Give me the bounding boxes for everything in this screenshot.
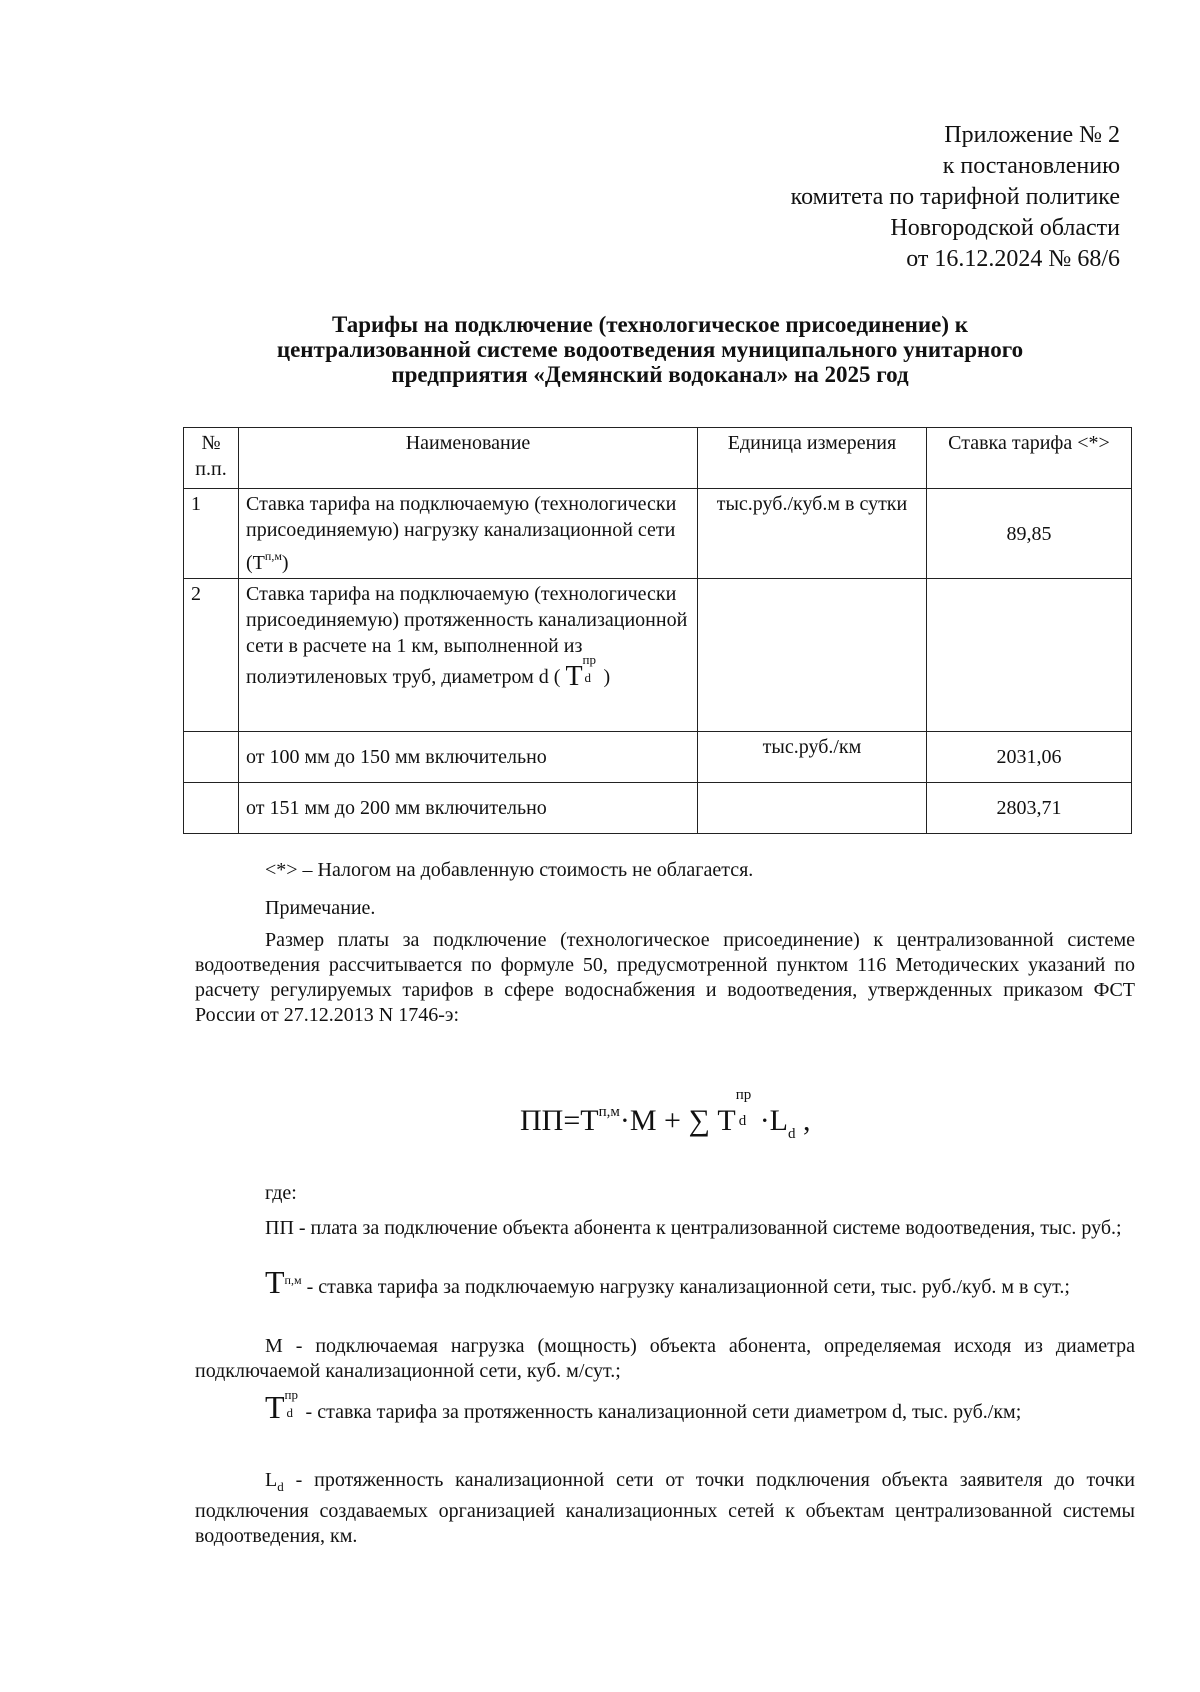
appendix-line-1: Приложение № 2 <box>944 122 1120 148</box>
row1-name-text: Ставка тарифа на подключаемую (технологически присоединяемую) нагрузку канализационной сети (Т <box>246 493 677 574</box>
title-line-3: предприятия «Демянский водоканал» на 2025 год <box>391 362 909 387</box>
formula-t2-sup: пр <box>735 1087 752 1103</box>
header-rate: Ставка тарифа <*> <box>927 428 1132 489</box>
definition-ld <box>195 1468 1135 1549</box>
definition-m-text: М - подключаемая нагрузка (мощность) объекта абонента, определяемая исходя из диаметра подключаемой канализационной сети, куб. м/сут.; <box>195 1335 1135 1382</box>
definition-ld-sub: d <box>277 1479 284 1494</box>
header-num: № п.п. <box>184 428 239 489</box>
formula-l-sub: d <box>788 1126 796 1142</box>
definition-pp-text: ПП - плата за подключение объекта абонента к централизованной системе водоотведения, тыс. руб.; <box>265 1217 1122 1239</box>
formula-t1: Т <box>580 1104 599 1137</box>
table-row <box>184 489 1132 579</box>
vat-footnote: <*> – Налогом на добавленную стоимость не облагается. <box>265 859 754 881</box>
definition-tpr-symbol: Т <box>265 1389 285 1425</box>
note-paragraph <box>195 928 1135 1028</box>
formula-lhs: ПП <box>520 1104 564 1137</box>
row2-rate <box>927 579 1132 732</box>
note-text: Размер платы за подключение (технологическое присоединение) к централизованной системе водоотведения рассчитывается по формуле 50, предусмотренной пунктом 116 Методических указаний по расчету регулируемых тарифов в сфере водоснабжения и водоотведения, утвержденных приказом ФСТ России от 27.12.2013 N 1746-э: <box>195 929 1135 1026</box>
row4-num <box>184 783 239 834</box>
row4-name: от 151 мм до 200 мм включительно <box>239 783 698 834</box>
definition-ld-text: - протяженность канализационной сети от точки подключения объекта заявителя до точки подключения создаваемых организацией канализационных сетей к объектам централизованной системы водоотведения, км. <box>195 1469 1135 1547</box>
table-row <box>184 732 1132 783</box>
definition-tpr-text: - ставка тарифа за протяженность канализационной сети диаметром d, тыс. руб./км; <box>300 1401 1022 1423</box>
row2-symbol-sub: d <box>584 670 592 685</box>
formula-t2: Т <box>717 1104 736 1137</box>
where-label: где: <box>265 1182 297 1204</box>
row4-rate: 2803,71 <box>927 783 1132 834</box>
definition-m <box>195 1334 1135 1384</box>
header-unit: Единица измерения <box>698 428 927 489</box>
definition-tpm-sup: п,м <box>284 1273 302 1287</box>
header-name: Наименование <box>239 428 698 489</box>
row2-name <box>239 579 698 732</box>
row1-num: 1 <box>184 489 239 579</box>
row3-name: от 100 мм до 150 мм включительно <box>239 732 698 783</box>
note-label: Примечание. <box>265 897 376 919</box>
row1-rate: 89,85 <box>927 489 1132 579</box>
title-line-2: централизованной системе водоотведения муниципального унитарного <box>276 337 1024 362</box>
row2-name-text: Ставка тарифа на подключаемую (технологически присоединяемую) протяженность канализационной сети в расчете на 1 км, выполненной из полиэтиленовых труб, диаметром d ( <box>246 583 688 688</box>
formula-t2-sub: d <box>738 1113 747 1129</box>
row2-name-close: ) <box>603 666 611 688</box>
formula-eq: = <box>563 1104 581 1137</box>
tariff-table <box>183 427 1132 834</box>
definition-tpm <box>195 1264 1135 1300</box>
definition-pp <box>195 1216 1135 1241</box>
appendix-line-3: комитета по тарифной политике <box>790 184 1120 210</box>
row1-name <box>239 489 698 579</box>
row3-num <box>184 732 239 783</box>
row2-unit <box>698 579 927 732</box>
appendix-line-2: к постановлению <box>942 153 1120 179</box>
row2-symbol-sup: пр <box>582 652 597 667</box>
appendix-header <box>791 120 1120 275</box>
definition-tpr-sub: d <box>286 1405 294 1420</box>
definition-tpm-text: - ставка тарифа за подключаемую нагрузку канализационной сети, тыс. руб./куб. м в сут.; <box>301 1276 1070 1298</box>
row4-unit <box>698 783 927 834</box>
formula-mid: ·М + ∑ <box>619 1104 718 1137</box>
payment-formula <box>520 1087 811 1143</box>
row2-num: 2 <box>184 579 239 732</box>
row2-tariff-symbol: Т <box>565 661 583 692</box>
row3-rate: 2031,06 <box>927 732 1132 783</box>
appendix-line-5: от 16.12.2024 № 68/6 <box>906 246 1120 272</box>
definition-tpr <box>195 1387 1135 1425</box>
definition-tpr-sup: пр <box>284 1387 299 1402</box>
row3-unit: тыс.руб./км <box>698 732 927 783</box>
definition-ld-symbol: L <box>265 1469 278 1491</box>
formula-t1-sup: п,м <box>598 1104 620 1120</box>
row1-name-close: ) <box>281 552 289 574</box>
definition-tpr-indices <box>284 1387 301 1420</box>
table-header-row <box>184 428 1132 489</box>
appendix-line-4: Новгородской области <box>890 215 1120 241</box>
row1-name-sup: п,м <box>264 549 282 563</box>
title-line-1: Тарифы на подключение (технологическое присоединение) к <box>331 312 969 337</box>
formula-dot-l: ·L <box>759 1104 789 1137</box>
definition-tpm-symbol: Т <box>265 1264 285 1300</box>
formula-t2-indices <box>735 1087 760 1130</box>
table-row <box>184 579 1132 732</box>
row1-unit: тыс.руб./куб.м в сутки <box>698 489 927 579</box>
row2-symbol-indices <box>582 652 599 685</box>
table-row <box>184 783 1132 834</box>
formula-end: , <box>795 1104 811 1137</box>
document-title <box>160 312 1140 387</box>
